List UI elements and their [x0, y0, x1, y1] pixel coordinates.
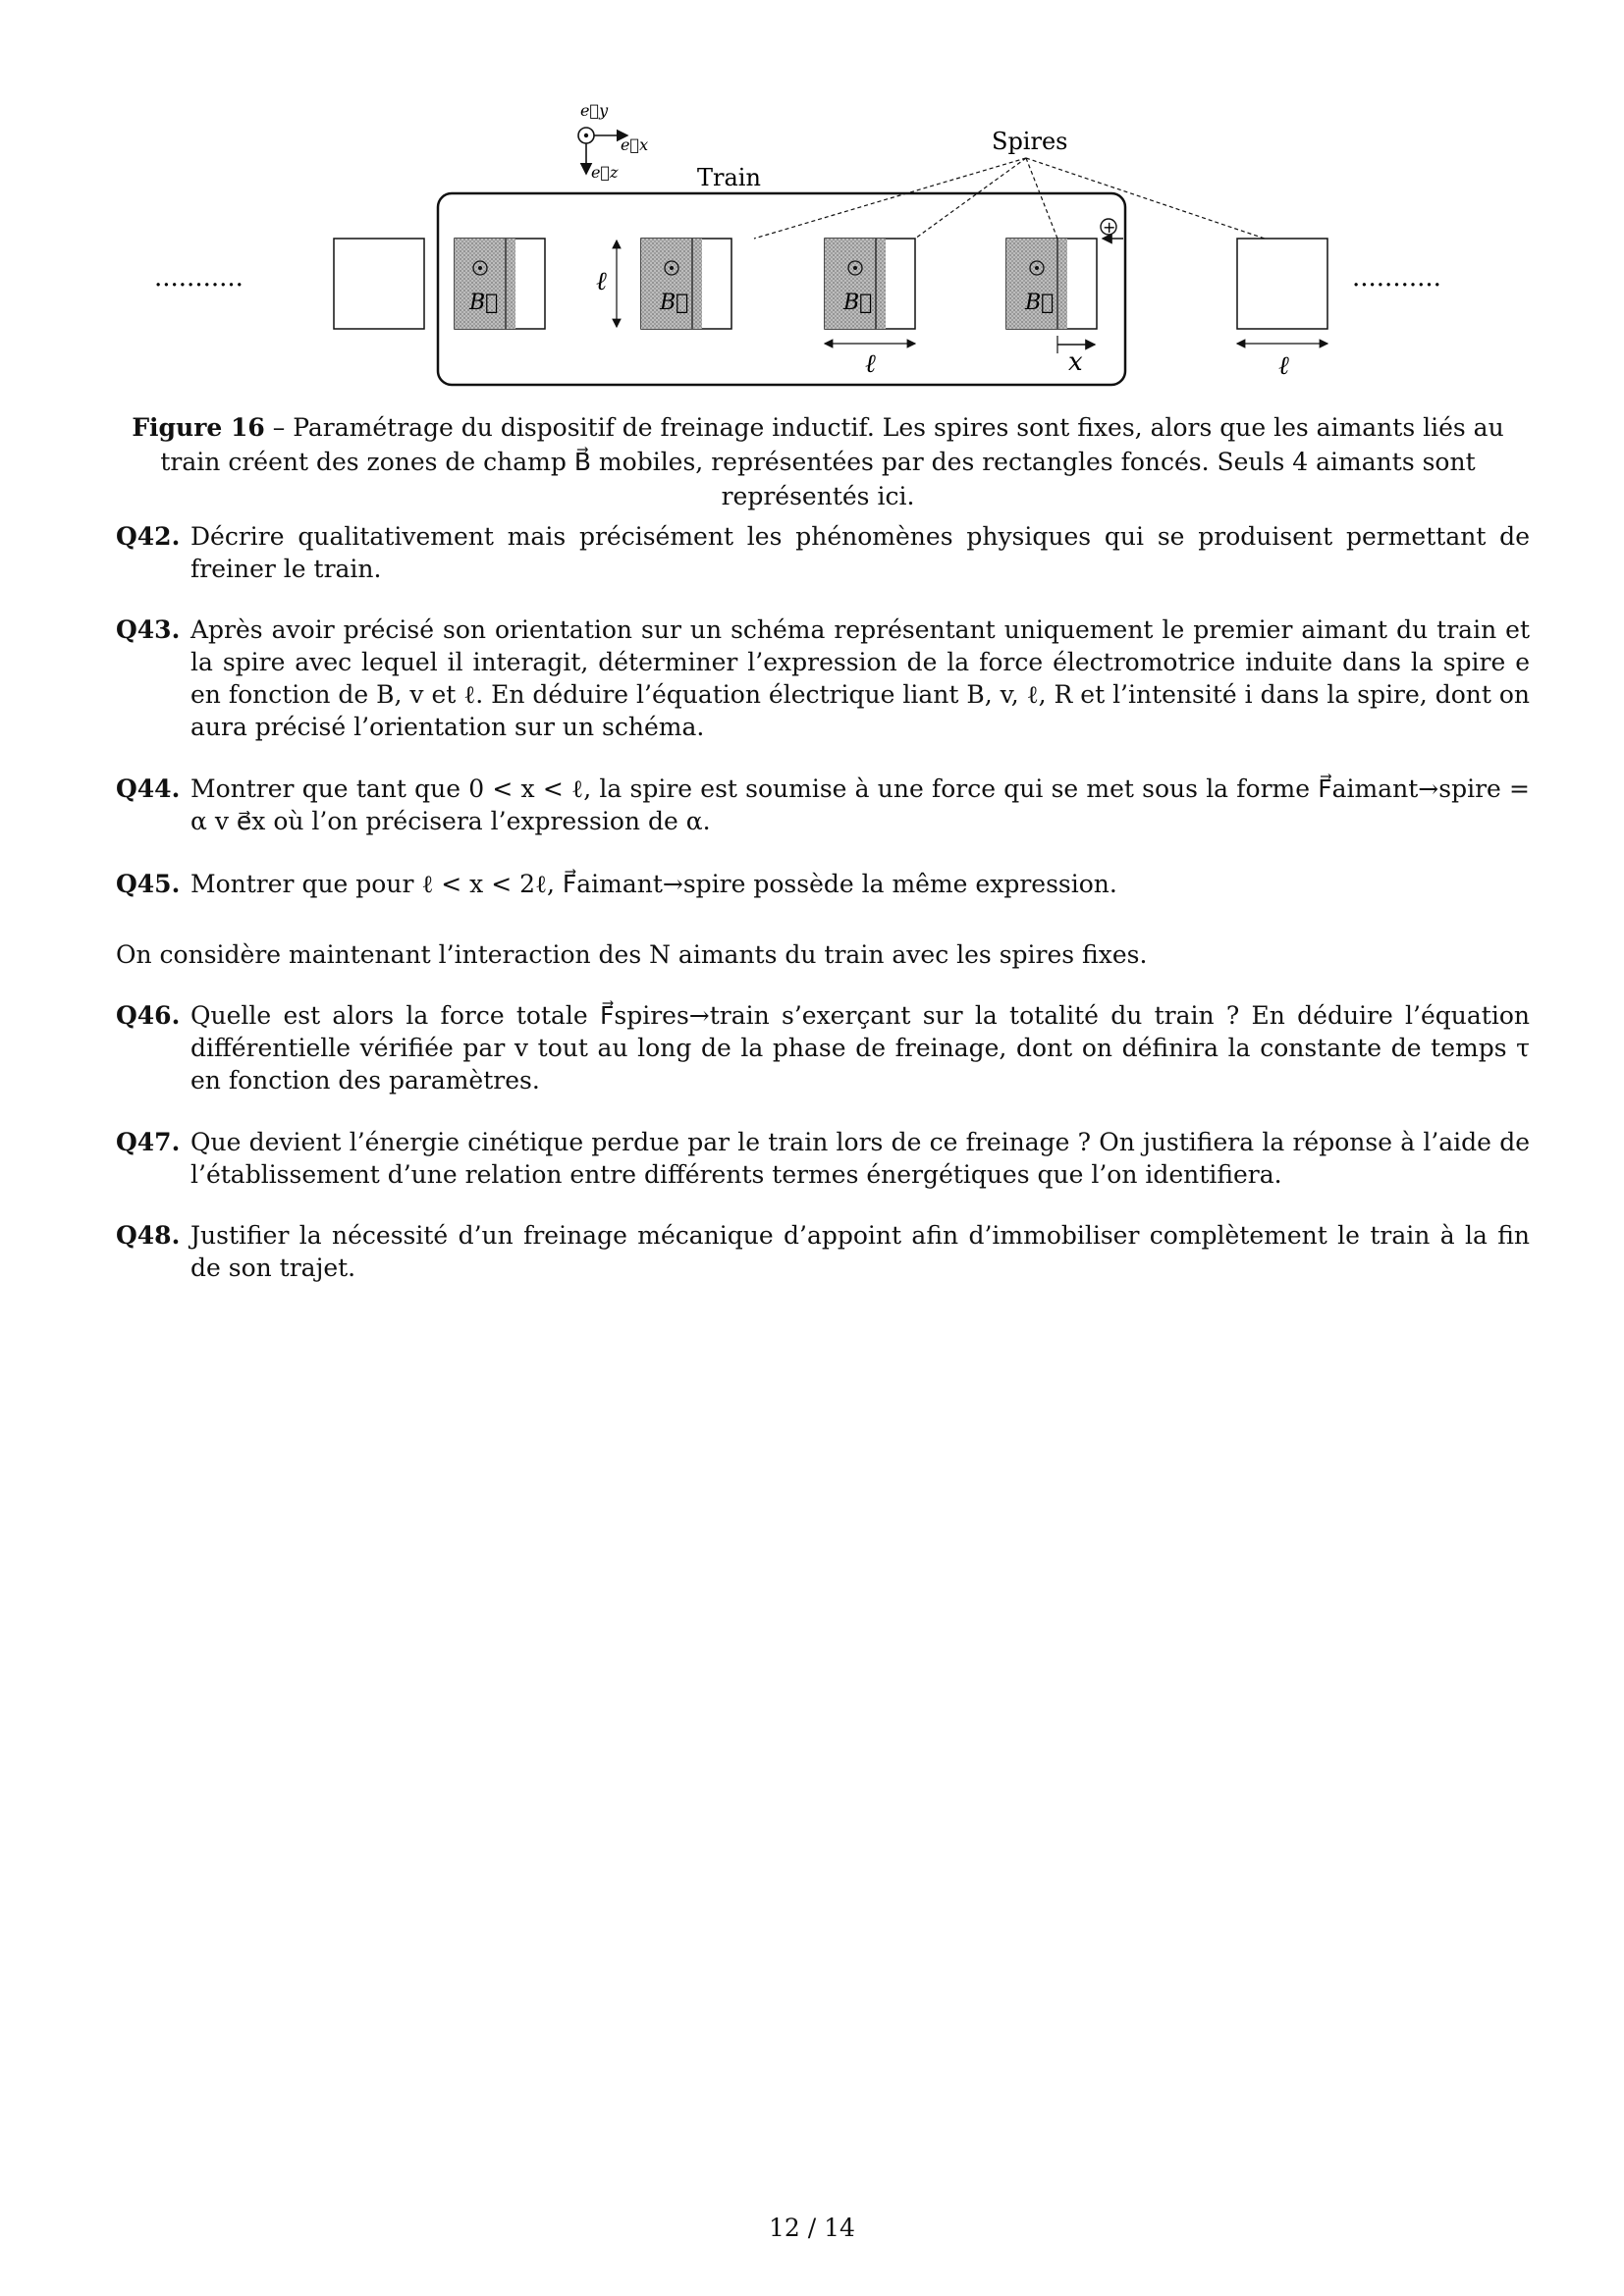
- question-q42: [116, 520, 1530, 585]
- question-q47: [116, 1126, 1530, 1191]
- question-text: Montrer que pour ℓ < x < 2ℓ, F⃗aimant→spire possède la même expression.: [190, 870, 1117, 898]
- svg-text:ℓ: ℓ: [1278, 351, 1289, 381]
- question-q44: [116, 773, 1530, 837]
- question-number: Q48.: [116, 1221, 181, 1250]
- dimension-ell-right: [1237, 344, 1327, 381]
- magnet-unit-3: [825, 239, 915, 329]
- question-text: Justifier la nécessité d’un freinage mécanique d’appoint afin d’immobiliser complètement le train à la fin de son trajet.: [190, 1221, 1530, 1282]
- question-q48: [116, 1219, 1530, 1284]
- question-text: Après avoir précisé son orientation sur un schéma représentant uniquement le premier aimant du train et la spire avec lequel il interagit, déterminer l’expression de la force électromotrice induite dans la spire e en fonction de B, v et ℓ. En déduire l’équation électrique liant B, v, ℓ, R et l’intensité i dans la spire, dont on aura précisé l’orientation sur un schéma.: [190, 615, 1531, 741]
- orientation-plus-icon: [1101, 218, 1123, 239]
- question-q43: [116, 614, 1530, 743]
- field-B-label-1: B⃗: [469, 291, 499, 315]
- question-text: Quelle est alors la force totale F⃗spires→train s’exerçant sur la totalité du train ? En déduire l’équation différentielle vérifiée par v tout au long de la phase de freinage, dont on définira la constante de temps τ en fonction des paramètres.: [190, 1001, 1530, 1095]
- svg-text:ℓ: ℓ: [596, 267, 607, 296]
- field-B-label-4: B⃗: [1025, 291, 1055, 315]
- svg-text:x: x: [1068, 347, 1083, 377]
- dimension-ell-horizontal: [825, 344, 915, 379]
- field-B-label-3: B⃗: [843, 291, 873, 315]
- ellipsis-right: ...........: [1352, 263, 1441, 293]
- ellipsis-left: ...........: [154, 263, 244, 293]
- intro-paragraph: On considère maintenant l’interaction des N aimants du train avec les spires fixes.: [116, 940, 1148, 969]
- svg-text:+: +: [1103, 218, 1116, 237]
- axis-ey-label: e⃗y: [580, 101, 609, 120]
- question-text: Montrer que tant que 0 < x < ℓ, la spire est soumise à une force qui se met sous la forme F⃗aimant→spire = α v e⃗x où l’on précisera l’expression de α.: [190, 774, 1530, 835]
- induction-braking-figure: [137, 93, 1512, 388]
- question-q45: [116, 868, 1530, 900]
- label-spires: Spires: [992, 128, 1068, 155]
- axis-ez-label: e⃗z: [591, 163, 619, 182]
- question-number: Q44.: [116, 774, 181, 803]
- page-number: 12 / 14: [769, 2214, 855, 2242]
- question-number: Q47.: [116, 1128, 181, 1156]
- question-number: Q43.: [116, 615, 181, 644]
- question-number: Q45.: [116, 870, 181, 898]
- question-q46: [116, 999, 1530, 1096]
- axis-triad: [578, 101, 648, 182]
- spires-pointer-lines: [754, 158, 1265, 239]
- coil-outside-left: [334, 239, 424, 329]
- axis-ex-label: e⃗x: [621, 135, 649, 154]
- magnet-unit-1: [455, 239, 545, 329]
- question-number: Q46.: [116, 1001, 181, 1030]
- field-B-label-2: B⃗: [660, 291, 689, 315]
- dimension-ell-vertical: [596, 240, 617, 327]
- caption-text: – Paramétrage du dispositif de freinage inductif. Les spires sont fixes, alors que les aimants liés au train créent des zones de champ B⃗ mobiles, représentées par des rectangles foncés. Seuls 4 aimants sont représentés ici.: [160, 413, 1504, 510]
- figure-number: Figure 16: [132, 413, 265, 442]
- dimension-x: [1057, 336, 1095, 377]
- figure-caption: [126, 410, 1510, 513]
- svg-text:ℓ: ℓ: [865, 349, 876, 379]
- question-number: Q42.: [116, 522, 181, 551]
- question-text: Décrire qualitativement mais précisément les phénomènes physiques qui se produisent permettant de freiner le train.: [190, 522, 1530, 583]
- question-text: Que devient l’énergie cinétique perdue par le train lors de ce freinage ? On justifiera la réponse à l’aide de l’établissement d’une relation entre différents termes énergétiques que l’on identifiera.: [190, 1128, 1530, 1189]
- magnet-unit-2: [641, 239, 731, 329]
- magnet-unit-4: [1006, 239, 1097, 329]
- coil-outside-right: [1237, 239, 1327, 329]
- label-train: Train: [697, 164, 761, 191]
